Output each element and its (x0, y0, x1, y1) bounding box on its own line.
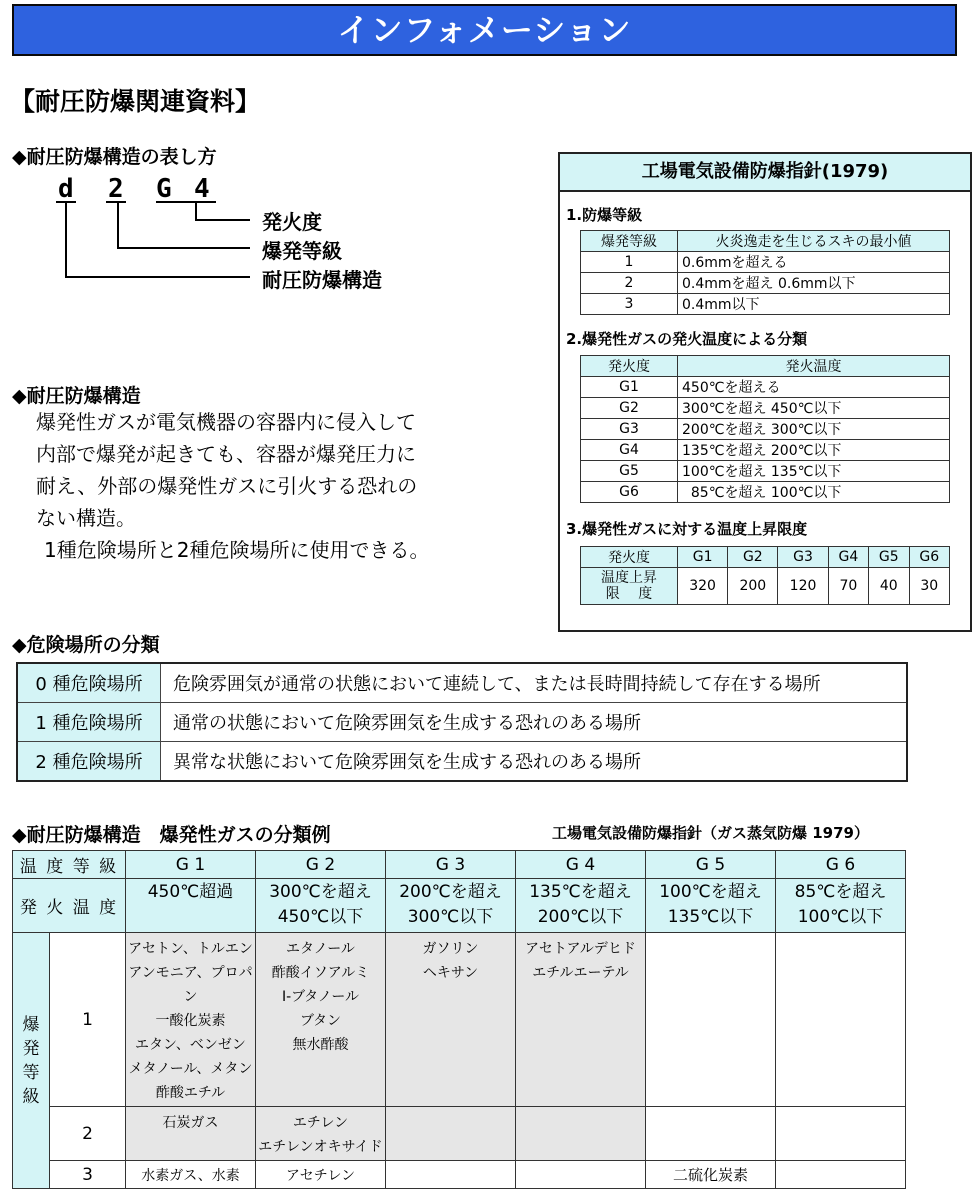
cell: G3 (581, 419, 678, 440)
cell: G4 (581, 440, 678, 461)
gas: 酢酸イソアルミ (271, 965, 370, 981)
place-desc-0: 危険雰囲気が通常の状態において連続して、または長時間持続して存在する場所 (161, 663, 908, 703)
place-desc-2: 異常な状態において危険雰囲気を生成する恐れのある場所 (161, 742, 908, 782)
temp-line: 450℃超過 (147, 882, 234, 902)
cell: 30 (909, 568, 950, 605)
temp-rise-table (580, 546, 950, 605)
th-degree: 発火度 (581, 356, 678, 377)
th-degree: 発火度 (581, 547, 678, 568)
page-banner: インフォメーション (12, 4, 957, 56)
th-class: 爆発等級 (581, 231, 678, 252)
cell: 0.6mmを超える (678, 252, 950, 273)
th-g1: G 1 (126, 851, 256, 879)
cell: 1 (581, 252, 678, 273)
th-g3: G3 (778, 547, 828, 568)
cell: G1 (581, 377, 678, 398)
row-label-line: 温度上昇 (601, 570, 657, 586)
gas: アンモニア、プロパン (128, 965, 253, 1005)
gas: エチルエーテル (532, 965, 629, 981)
side-char: 等 (22, 1062, 40, 1083)
gas-cell-1-g6 (776, 933, 906, 1107)
class-label-1: 1 (50, 933, 126, 1107)
gas-cell-1-g1 (126, 933, 256, 1107)
gas-cell-1-g5 (646, 933, 776, 1107)
cell: 135℃を超え 200℃以下 (678, 440, 950, 461)
gas: エタン、ベンゼン (135, 1037, 246, 1053)
structure-line: ない構造。 (36, 506, 136, 530)
code-2: 2 (108, 174, 124, 204)
temp-g6 (776, 879, 906, 933)
guide-sec2-title: 2.爆発性ガスの発火温度による分類 (566, 330, 808, 348)
temp-line: 135℃以下 (667, 907, 754, 927)
places-table (16, 662, 908, 782)
side-char: 発 (22, 1038, 40, 1059)
side-char: 級 (22, 1086, 40, 1107)
gas-cell-2-g3 (386, 1107, 516, 1161)
label-explosion-class: 爆発等級 (262, 239, 342, 263)
gas: エチレン (292, 1115, 349, 1131)
cell: 320 (678, 568, 728, 605)
structure-line: 爆発性ガスが電気機器の容器内に侵入して (36, 410, 416, 434)
temp-line: 100℃以下 (797, 907, 884, 927)
cell: 120 (778, 568, 828, 605)
label-ignition-degree: 発火度 (262, 210, 322, 234)
structure-line: 1種危険場所と2種危険場所に使用できる。 (44, 538, 430, 562)
places-heading: ◆危険場所の分類 (12, 634, 160, 656)
gas: I-ブタノール (281, 989, 360, 1005)
cell: 450℃を超える (678, 377, 950, 398)
temp-line: 300℃以下 (407, 907, 494, 927)
structure-description (36, 406, 429, 566)
gas-cell-2-g6 (776, 1107, 906, 1161)
classification-source: 工場電気設備防爆指針（ガス蒸気防爆 1979） (552, 824, 869, 842)
classification-heading: ◆耐圧防爆構造 爆発性ガスの分類例 (12, 824, 331, 846)
side-label-explosion-class (13, 933, 50, 1189)
gas: ヘキサン (422, 965, 479, 981)
gas: エタノール (286, 941, 355, 957)
gas-cell-3-g4 (516, 1161, 646, 1189)
place-zone-0: 0 種危険場所 (17, 663, 161, 703)
structure-heading: ◆耐圧防爆構造 (12, 385, 141, 407)
gas-cell-2-g2 (256, 1107, 386, 1161)
gas-cell-3-g5: 二硫化炭素 (646, 1161, 776, 1189)
gas-cell-3-g3 (386, 1161, 516, 1189)
temp-line: 135℃を超え (529, 882, 632, 902)
gas: 酢酸エチル (155, 1085, 226, 1101)
temp-g3 (386, 879, 516, 933)
cell: 40 (869, 568, 909, 605)
temp-line: 300℃を超え (269, 882, 372, 902)
gas-cell-1-g4 (516, 933, 646, 1107)
code-4: 4 (194, 174, 210, 204)
th-temp: 発火温度 (678, 356, 950, 377)
row-label-line: 限 度 (605, 586, 653, 602)
th-g1: G1 (678, 547, 728, 568)
th-g2: G 2 (256, 851, 386, 879)
cell: 200 (728, 568, 778, 605)
ignition-temp-table (580, 355, 950, 503)
gas: ブタン (299, 1013, 342, 1029)
cell: G6 (581, 482, 678, 503)
gas: アセトン、トルエン (128, 941, 253, 957)
cell: 2 (581, 273, 678, 294)
th-gap: 火炎逸走を生じるスキの最小値 (678, 231, 950, 252)
temp-g1 (126, 879, 256, 933)
th-g4: G4 (828, 547, 868, 568)
cell: 3 (581, 294, 678, 315)
gas-cell-2-g5 (646, 1107, 776, 1161)
cell: G5 (581, 461, 678, 482)
code-g: G (156, 174, 172, 204)
cell: 100℃を超え 135℃以下 (678, 461, 950, 482)
gas: メタノール、メタン (128, 1061, 253, 1077)
code-d: d (58, 174, 74, 204)
cell: 85℃を超え 100℃以下 (678, 482, 950, 503)
row-label-temp-rise (581, 568, 678, 605)
place-desc-1: 通常の状態において危険雰囲気を生成する恐れのある場所 (161, 703, 908, 742)
gas: 石炭ガス (162, 1115, 219, 1131)
temp-line: 85℃を超え (794, 882, 887, 902)
gas-classification-table (12, 850, 906, 1189)
th-g5: G 5 (646, 851, 776, 879)
gas: エチレンオキサイド (258, 1139, 383, 1155)
guide-sec1-title: 1.防爆等級 (566, 206, 643, 224)
th-g6: G 6 (776, 851, 906, 879)
temp-line: 200℃以下 (537, 907, 624, 927)
structure-line: 耐え、外部の爆発性ガスに引火する恐れの (36, 474, 418, 498)
temp-g4 (516, 879, 646, 933)
cell: 200℃を超え 300℃以下 (678, 419, 950, 440)
gas-cell-3-g6 (776, 1161, 906, 1189)
temp-line: 450℃以下 (277, 907, 364, 927)
gas-cell-1-g2 (256, 933, 386, 1107)
side-char: 爆 (22, 1014, 40, 1035)
gas-cell-1-g3 (386, 933, 516, 1107)
gas: 一酸化炭素 (155, 1013, 226, 1029)
place-zone-1: 1 種危険場所 (17, 703, 161, 742)
guide-sec3-title: 3.爆発性ガスに対する温度上昇限度 (566, 520, 808, 538)
th-g4: G 4 (516, 851, 646, 879)
cell: 0.4mm以下 (678, 294, 950, 315)
gas-cell-2-g1 (126, 1107, 256, 1161)
cell: 70 (828, 568, 868, 605)
th-grade: 温 度 等 級 (13, 851, 126, 879)
temp-g5 (646, 879, 776, 933)
class-label-2: 2 (50, 1107, 126, 1161)
class-label-3: 3 (50, 1161, 126, 1189)
place-zone-2: 2 種危険場所 (17, 742, 161, 782)
gas-cell-3-g1: 水素ガス、水素 (126, 1161, 256, 1189)
cell: G2 (581, 398, 678, 419)
gas-cell-3-g2: アセチレン (256, 1161, 386, 1189)
gas-cell-2-g4 (516, 1107, 646, 1161)
explosion-class-table (580, 230, 950, 315)
temp-g2 (256, 879, 386, 933)
th-temp: 発 火 温 度 (13, 879, 126, 933)
notation-heading: ◆耐圧防爆構造の表し方 (12, 146, 217, 168)
structure-line: 内部で爆発が起きても、容器が爆発圧力に (36, 442, 416, 466)
th-g5: G5 (869, 547, 909, 568)
gas: ガソリン (422, 941, 479, 957)
th-g6: G6 (909, 547, 950, 568)
cell: 0.4mmを超え 0.6mm以下 (678, 273, 950, 294)
temp-line: 200℃を超え (399, 882, 502, 902)
label-flameproof: 耐圧防爆構造 (262, 268, 382, 292)
guide-title: 工場電気設備防爆指針(1979) (558, 152, 972, 192)
temp-line: 100℃を超え (659, 882, 762, 902)
page-title: 【耐圧防爆関連資料】 (10, 87, 261, 116)
th-g3: G 3 (386, 851, 516, 879)
cell: 300℃を超え 450℃以下 (678, 398, 950, 419)
gas: アセトアルデヒド (525, 941, 636, 957)
th-g2: G2 (728, 547, 778, 568)
gas: 無水酢酸 (292, 1037, 349, 1053)
